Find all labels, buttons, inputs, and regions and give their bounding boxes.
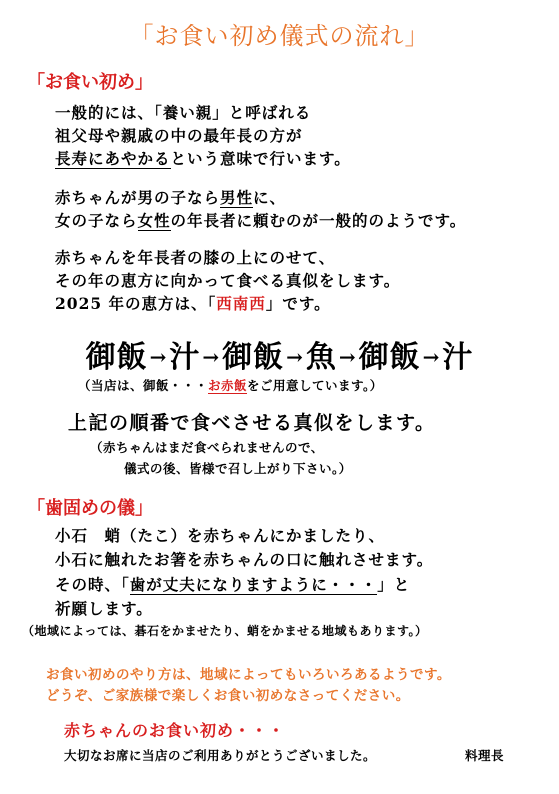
imitate-note: （赤ちゃんはまだ食べられませんので、 [90, 440, 324, 455]
imitate-text: 上記の順番で食べさせる真似をします。 [68, 412, 436, 434]
imitate-note: 儀式の後、皆様で召し上がり下さい。） [124, 461, 352, 476]
paragraph-line: 長寿にあやかるという意味で行います。 [55, 149, 351, 168]
flow-item: 汁 [169, 340, 201, 375]
paragraph-line: 赤ちゃんが男の子なら男性に、 [55, 188, 287, 207]
underlined-text: 長寿にあやかる [55, 149, 171, 168]
flow-item: 汁 [442, 340, 474, 375]
arrow-right-icon: → [422, 345, 441, 369]
paragraph-line: 小石 蛸（たこ）を赤ちゃんにかましたり、 [55, 526, 386, 545]
underlined-text: 男性 [220, 188, 254, 207]
paragraph-line: 女の子なら女性の年長者に頼むのが一般的のようです。 [55, 211, 467, 230]
arrow-right-icon: → [202, 345, 221, 369]
flow-note: （当店は、御飯・・・お赤飯をご用意しています。） [78, 378, 383, 393]
paragraph-line: その年の恵方に向かって食べる真似をします。 [55, 271, 401, 290]
region-note: （地域によっては、碁石をかませたり、蛸をかませる地域もあります。） [22, 624, 428, 638]
section-heading-okuizome: 「お食い初め」 [27, 72, 153, 93]
paragraph-line: 一般的には、「養い親」と呼ばれる [55, 103, 312, 122]
arrow-right-icon: → [149, 345, 168, 369]
paragraph-line: その時、「歯が丈夫になりますように・・・」と [55, 575, 411, 594]
flow-item: 御飯 [358, 340, 421, 375]
sekihan-highlight: お赤飯 [208, 378, 248, 393]
signature: 料理長 [465, 748, 505, 763]
arrow-right-icon: → [338, 345, 357, 369]
thanks-text: 大切なお席に当店のご利用ありがとうございました。 [64, 748, 377, 763]
arrow-right-icon: → [286, 345, 304, 369]
underlined-text: 女性 [137, 211, 171, 230]
paragraph-line: 2025 年の恵方は、「西南西」です。 [55, 294, 331, 313]
paragraph-line: 祖父母や親戚の中の最年長の方が [55, 126, 303, 145]
direction-highlight: 西南西 [216, 294, 266, 313]
section-heading-hagatame: 「歯固めの儀」 [27, 498, 153, 519]
flow-item: 御飯 [222, 340, 285, 375]
flow-item: 御飯 [85, 340, 148, 375]
sign-heading: 赤ちゃんのお食い初め・・・ [64, 721, 286, 740]
flow-item: 魚 [305, 340, 337, 375]
meal-order-flow [0, 332, 559, 376]
underlined-text: 歯が丈夫になりますように・・・ [129, 575, 378, 594]
closing-note: どうぞ、ご家族様で楽しくお食い初めなさってください。 [46, 688, 410, 704]
closing-note: お食い初めのやり方は、地域によってもいろいろあるようです。 [46, 667, 451, 683]
paragraph-line: 赤ちゃんを年長者の膝の上にのせて、 [55, 248, 336, 267]
paragraph-line: 小石に触れたお箸を赤ちゃんの口に触れさせます。 [55, 550, 434, 569]
page-title: 「お食い初め儀式の流れ」 [129, 22, 430, 50]
paragraph-line: 祈願します。 [55, 599, 153, 618]
